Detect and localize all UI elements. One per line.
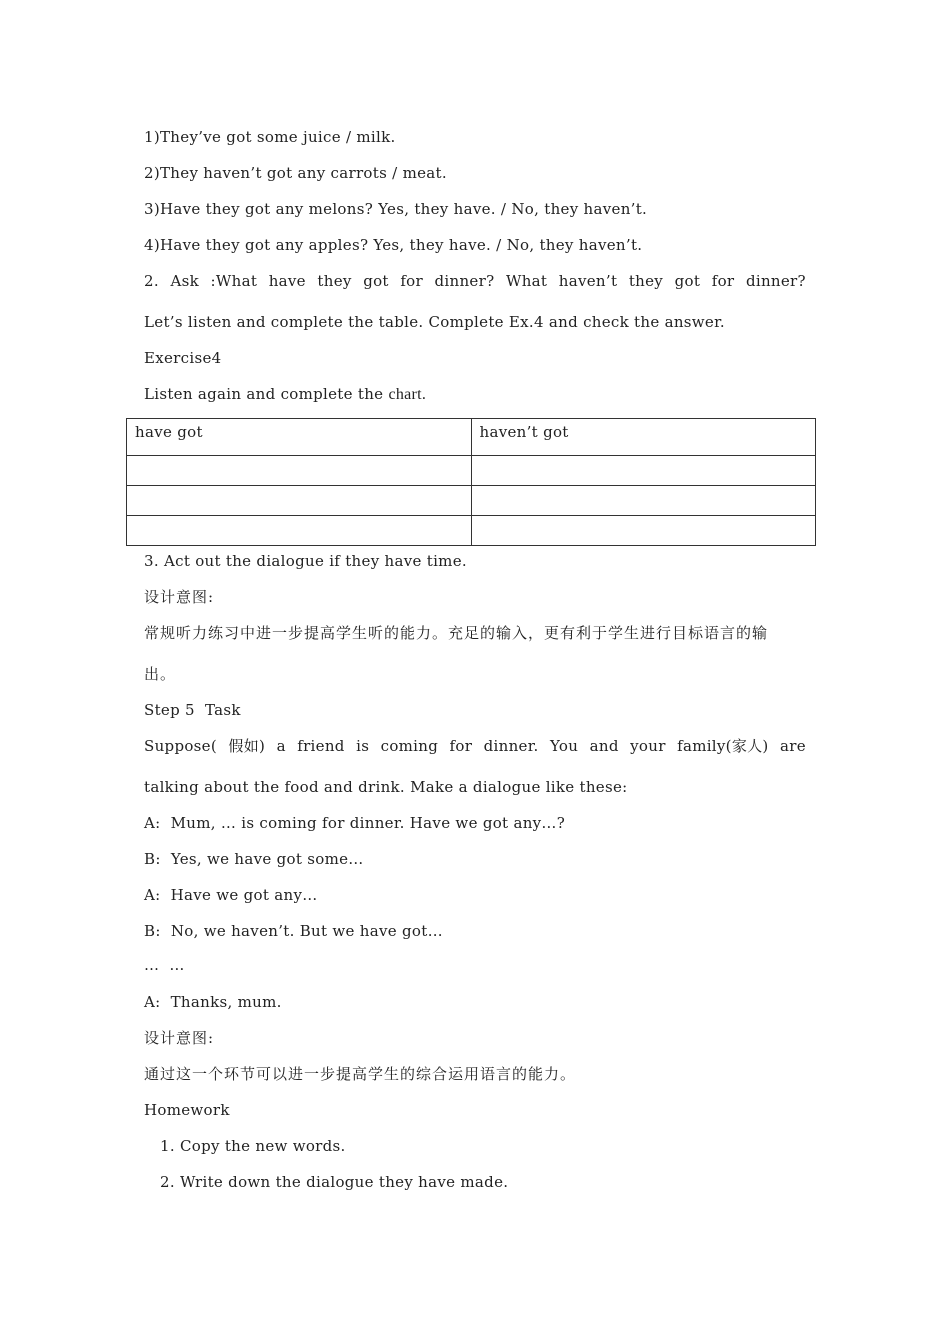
talking-line: talking about the food and drink. Make a dialogue like these: — [144, 778, 628, 796]
table-cell — [127, 456, 472, 486]
table-cell — [127, 516, 472, 546]
table-header-row — [127, 419, 816, 456]
homework-item: 2. Write down the dialogue they have made. — [160, 1173, 509, 1191]
dialogue-line: B: No, we haven’t. But we have got… — [144, 922, 443, 940]
table-row — [127, 516, 816, 546]
dialogue-line: A: Mum, … is coming for dinner. Have we got any…? — [144, 814, 566, 832]
dialogue-line: B: Yes, we have got some… — [144, 850, 364, 868]
design-intent-label-2: 设计意图: — [144, 1029, 215, 1047]
table-cell — [471, 486, 816, 516]
table-row — [127, 486, 816, 516]
table-cell — [471, 456, 816, 486]
table-cell — [471, 516, 816, 546]
dialogue-line: A: Have we got any… — [144, 886, 318, 904]
header-havent-got: haven’t got — [471, 419, 816, 456]
dialogue-ellipsis: … … — [144, 956, 185, 974]
act-out-line: 3. Act out the dialogue if they have time. — [144, 552, 467, 570]
dialogue-line: A: Thanks, mum. — [144, 993, 282, 1011]
table-row — [127, 456, 816, 486]
answer-4: 4)Have they got any apples? Yes, they have. / No, they haven’t. — [144, 236, 643, 254]
design-intent-text-1a: 常规听力练习中进一步提高学生听的能力。充足的输入，更有利于学生进行目标语言的输 — [144, 624, 769, 642]
listen-instruction: Let’s listen and complete the table. Complete Ex.4 and check the answer. — [144, 313, 726, 331]
step5-heading: Step 5 Task — [144, 701, 241, 719]
homework-item: 1. Copy the new words. — [160, 1137, 346, 1155]
ask-question-line: 2. Ask :What have they got for dinner? What haven’t they got for dinner? — [144, 272, 806, 290]
table-cell — [127, 486, 472, 516]
homework-title: Homework — [144, 1101, 230, 1119]
exercise-title: Exercise4 — [144, 349, 222, 367]
answer-3: 3)Have they got any melons? Yes, they have. / No, they haven’t. — [144, 200, 648, 218]
header-have-got: have got — [127, 419, 472, 456]
design-intent-text-2: 通过这一个环节可以进一步提高学生的综合运用语言的能力。 — [144, 1065, 577, 1083]
answer-2: 2)They haven’t got any carrots / meat. — [144, 164, 447, 182]
chart-instruction: Listen again and complete the chart. — [144, 385, 427, 403]
suppose-line: Suppose( 假如) a friend is coming for dinner. You and your family(家人) are — [144, 737, 806, 755]
answer-chart-table — [126, 418, 816, 546]
answer-1: 1)They’ve got some juice / milk. — [144, 128, 396, 146]
design-intent-text-1b: 出。 — [144, 665, 177, 683]
design-intent-label-1: 设计意图: — [144, 588, 215, 606]
